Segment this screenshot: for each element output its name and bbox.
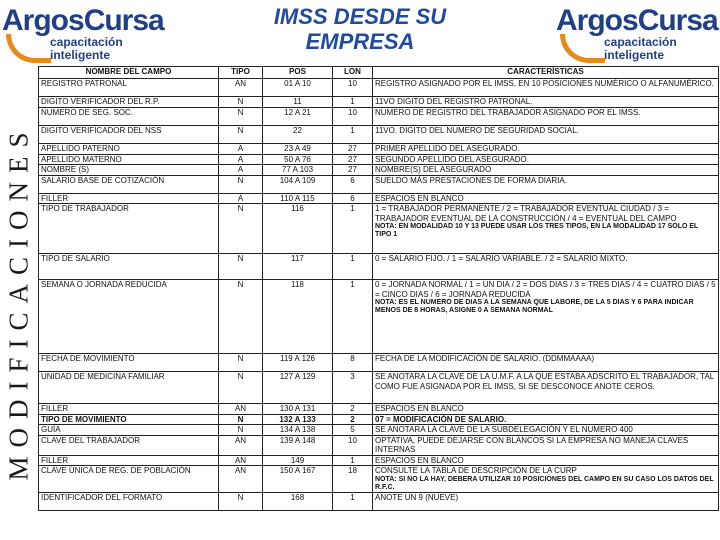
cell-caracteristicas [373, 372, 719, 404]
cell-tipo: N [219, 175, 263, 193]
cell-lon: 5 [333, 425, 373, 436]
logo-tagline-line2: inteligente [50, 48, 111, 62]
logo-swoosh-icon [560, 34, 605, 63]
cell-tipo: N [219, 492, 263, 510]
cell-pos: 119 A 126 [263, 354, 333, 372]
cell-caracteristicas [373, 466, 719, 493]
cell-name: UNIDAD DE MEDICINA FAMILIAR [39, 372, 219, 404]
cell-name: FECHA DE MOVIMIENTO [39, 354, 219, 372]
cell-description: ESPACIOS EN BLANCO [375, 404, 464, 413]
cell-description: PRIMER APELLIDO DEL ASEGURADO. [375, 144, 520, 153]
table-row [39, 254, 719, 280]
cell-lon: 10 [333, 108, 373, 126]
cell-caracteristicas [373, 280, 719, 354]
cell-tipo: N [219, 372, 263, 404]
table-row [39, 193, 719, 204]
cell-description: SUELDO MÁS PRESTACIONES DE FORMA DIARIA. [375, 175, 567, 185]
cell-description: 11VO. DIGITO DEL NUMERO DE SEGURIDAD SOCIAL. [375, 126, 579, 135]
table-row [39, 280, 719, 354]
cell-description: ESPACIOS EN BLANCO [375, 455, 464, 465]
cell-description: NUMERO DE REGISTRO DEL TRABAJADOR ASIGNADO POR EL IMSS. [375, 108, 641, 117]
table-row [39, 404, 719, 415]
logo-brand [2, 4, 164, 38]
cell-tipo: AN [219, 79, 263, 97]
cell-lon: 1 [333, 204, 373, 254]
cell-caracteristicas [373, 108, 719, 126]
cell-pos: 77 A 103 [263, 165, 333, 176]
table-row [39, 354, 719, 372]
cell-caracteristicas [373, 165, 719, 176]
cell-description: FECHA DE LA MODIFICACIÓN DE SALARIO. (DDMMAAAA) [375, 354, 595, 363]
cell-pos: 22 [263, 126, 333, 144]
cell-name: NUMERO DE SEG. SOC. [39, 108, 219, 126]
cell-name: CLAVE ÚNICA DE REG. DE POBLACIÓN [39, 466, 219, 493]
cell-caracteristicas [373, 414, 719, 425]
logo-tagline [50, 36, 123, 61]
cell-tipo: N [219, 425, 263, 436]
table-row [39, 79, 719, 97]
cell-lon: 1 [333, 492, 373, 510]
cell-caracteristicas [373, 175, 719, 193]
cell-pos: 132 A 133 [263, 414, 333, 425]
cell-tipo: N [219, 414, 263, 425]
logo-left [2, 4, 162, 62]
cell-lon: 3 [333, 372, 373, 404]
cell-caracteristicas [373, 79, 719, 97]
cell-pos: 01 A 10 [263, 79, 333, 97]
cell-description: 1 = TRABAJADOR PERMANENTE / 2 = TRABAJADOR EVENTUAL CIUDAD / 3 = TRABAJADOR EVENTUAL DE LA CONSTRUCCIÓN / 4 = EVENTUAL DEL CAMPO [375, 204, 677, 223]
cell-pos: 150 A 167 [263, 466, 333, 493]
table-header-row [39, 67, 719, 79]
cell-tipo: AN [219, 435, 263, 455]
cell-lon: 10 [333, 435, 373, 455]
cell-name: GUÍA [39, 425, 219, 436]
cell-note: NOTA: SI NO LA HAY, DEBERA UTILIZAR 10 POSICIONES DEL CAMPO EN SU CASO LOS DATOS DEL R.F.C. [375, 475, 714, 491]
cell-pos: 50 A 76 [263, 154, 333, 165]
cell-name: APELLIDO PATERNO [39, 144, 219, 155]
cell-caracteristicas [373, 492, 719, 510]
cell-description: REGISTRO ASIGNADO POR EL IMSS, EN 10 POSICIONES NUMÉRICO O ALFANUMÉRICO. [375, 79, 714, 88]
cell-tipo: N [219, 280, 263, 354]
page-title [262, 4, 458, 54]
cell-caracteristicas [373, 154, 719, 165]
cell-lon: 2 [333, 404, 373, 415]
cell-description: NOMBRE(S) DEL ASEGURADO [375, 165, 492, 174]
cell-caracteristicas [373, 425, 719, 436]
cell-tipo: N [219, 108, 263, 126]
logo-tagline-line2: inteligente [604, 48, 665, 62]
cell-pos: 117 [263, 254, 333, 280]
cell-name: NOMBRE (S) [39, 165, 219, 176]
cell-caracteristicas [373, 97, 719, 108]
cell-name: FILLER [39, 455, 219, 466]
table-row [39, 126, 719, 144]
cell-pos: 116 [263, 204, 333, 254]
cell-tipo: A [219, 154, 263, 165]
cell-lon: 27 [333, 154, 373, 165]
cell-pos: 118 [263, 280, 333, 354]
cell-caracteristicas [373, 126, 719, 144]
cell-name: SALARIO BASE DE COTIZACIÓN [39, 175, 219, 193]
cell-description: SE ANOTARA LA CLAVE DE LA U.M.F. A LA QUE ESTABA ADSCRITO EL TRABAJADOR, TAL COMO FUE ASIGNADA POR EL IMSS, SI SE DESCONOCE ANOTE CEROS. [375, 372, 714, 391]
cell-lon: 1 [333, 455, 373, 466]
cell-caracteristicas [373, 193, 719, 204]
cell-description: SEGUNDO APELLIDO DEL ASEGURADO. [375, 154, 529, 164]
cell-tipo: N [219, 254, 263, 280]
page-title-line1: IMSS DESDE SU [273, 4, 447, 29]
cell-name: SEMANA O JORNADA REDUCIDA [39, 280, 219, 354]
table-row [39, 108, 719, 126]
cell-description: 0 = SALARIO FIJO. / 1 = SALARIO VARIABLE. / 2 = SALARIO MIXTO. [375, 254, 628, 263]
cell-lon: 10 [333, 79, 373, 97]
column-header-tipo: TIPO [219, 67, 263, 79]
cell-lon: 1 [333, 126, 373, 144]
cell-pos: 110 A 115 [263, 193, 333, 204]
side-label [2, 70, 36, 534]
cell-description: 0 = JORNADA NORMAL / 1 = UN DIA / 2 = DOS DIAS / 3 = TRES DIAS / 4 = CUATRO DIAS / 5 = CINCO DIAS / 6 = JORNADA REDUCIDA [375, 280, 716, 299]
cell-lon: 1 [333, 97, 373, 108]
page-title-line2: EMPRESA [305, 29, 415, 54]
column-header-caracteristicas: CARACTERÍSTICAS [373, 67, 719, 79]
table-row [39, 204, 719, 254]
logo-swoosh-icon [6, 34, 51, 63]
cell-caracteristicas [373, 455, 719, 466]
table-row [39, 144, 719, 155]
cell-name: TIPO DE MOVIMIENTO [39, 414, 219, 425]
cell-pos: 11 [263, 97, 333, 108]
table-row [39, 455, 719, 466]
table-row [39, 372, 719, 404]
cell-name: CLAVE DEL TRABAJADOR [39, 435, 219, 455]
logo-brand-part1: Argos [556, 4, 638, 37]
cell-lon: 1 [333, 280, 373, 354]
table-row [39, 175, 719, 193]
logo-tagline [604, 36, 677, 61]
cell-caracteristicas [373, 404, 719, 415]
logo-brand-part1: Argos [2, 4, 84, 37]
column-header-name: NOMBRE DEL CAMPO [39, 67, 219, 79]
cell-pos: 149 [263, 455, 333, 466]
cell-caracteristicas [373, 354, 719, 372]
cell-pos: 139 A 148 [263, 435, 333, 455]
cell-name: FILLER [39, 193, 219, 204]
column-header-lon: LON [333, 67, 373, 79]
logo-brand-part2: Cursa [637, 4, 718, 37]
cell-lon: 2 [333, 414, 373, 425]
cell-pos: 23 A 49 [263, 144, 333, 155]
cell-tipo: AN [219, 466, 263, 493]
cell-lon: 8 [333, 354, 373, 372]
table-row [39, 492, 719, 510]
layout-table [38, 66, 719, 511]
table-row [39, 154, 719, 165]
logo-tagline-line1: capacitación [604, 35, 677, 49]
cell-caracteristicas [373, 204, 719, 254]
table-row [39, 425, 719, 436]
cell-name: TIPO DE TRABAJADOR [39, 204, 219, 254]
cell-caracteristicas [373, 144, 719, 155]
cell-tipo: AN [219, 404, 263, 415]
cell-pos: 12 A 21 [263, 108, 333, 126]
table-row [39, 435, 719, 455]
cell-tipo: N [219, 126, 263, 144]
cell-tipo: AN [219, 455, 263, 466]
cell-pos: 134 A 138 [263, 425, 333, 436]
cell-description: 07 = MODIFICACIÓN DE SALARIO. [375, 414, 507, 424]
cell-name: IDENTIFICADOR DEL FORMATO [39, 492, 219, 510]
cell-name: REGISTRO PATRONAL [39, 79, 219, 97]
logo-brand [556, 4, 718, 38]
cell-description: OPTATIVA, PUEDE DEJARSE CON BLANCOS SI LA EMPRESA NO MANEJA CLAVES INTERNAS [375, 435, 689, 454]
cell-description: ESPACIOS EN BLANCO [375, 193, 464, 203]
cell-tipo: A [219, 144, 263, 155]
cell-lon: 18 [333, 466, 373, 493]
table-row [39, 414, 719, 425]
logo-tagline-line1: capacitación [50, 35, 123, 49]
column-header-pos: POS [263, 67, 333, 79]
table-row [39, 97, 719, 108]
cell-caracteristicas [373, 254, 719, 280]
cell-tipo: A [219, 165, 263, 176]
cell-lon: 27 [333, 165, 373, 176]
cell-description: 11VO DIGITO DEL REGISTRO PATRONAL. [375, 97, 533, 106]
cell-pos: 104 A 109 [263, 175, 333, 193]
cell-lon: 6 [333, 193, 373, 204]
logo-right [556, 4, 716, 62]
cell-name: DIGITO VERIFICADOR DEL NSS [39, 126, 219, 144]
cell-name: DIGITO VERIFICADOR DEL R.P. [39, 97, 219, 108]
cell-tipo: N [219, 97, 263, 108]
cell-description: CONSULTE LA TABLA DE DESCRIPCIÓN DE LA CURP [375, 466, 577, 475]
cell-tipo: N [219, 204, 263, 254]
cell-lon: 27 [333, 144, 373, 155]
cell-description: ANOTE UN 9 (NUEVE) [375, 492, 459, 502]
cell-description: SE ANOTARA LA CLAVE DE LA SUBDELEGACIÓN Y EL NUMERO 400 [375, 425, 633, 434]
table-row [39, 466, 719, 493]
cell-pos: 168 [263, 492, 333, 510]
side-label-text: MODIFICACIONES [3, 123, 34, 481]
cell-pos: 127 A 129 [263, 372, 333, 404]
logo-brand-part2: Cursa [83, 4, 164, 37]
table-body [39, 79, 719, 511]
cell-name: APELLIDO MATERNO [39, 154, 219, 165]
table-row [39, 165, 719, 176]
cell-lon: 6 [333, 175, 373, 193]
cell-lon: 1 [333, 254, 373, 280]
cell-name: FILLER [39, 404, 219, 415]
cell-note: NOTA: ES EL NUMERO DE DIAS A LA SEMANA QUE LABORE, DE LA 5 DIAS Y 6 PARA INDICAR MENOS DE 8 HORAS, ASIGNE 0 A SEMANA NORMAL [375, 299, 694, 314]
cell-tipo: A [219, 193, 263, 204]
cell-pos: 130 A 131 [263, 404, 333, 415]
cell-caracteristicas [373, 435, 719, 455]
cell-tipo: N [219, 354, 263, 372]
cell-note: NOTA: EN MODALIDAD 10 Y 13 PUEDE USAR LOS TRES TIPOS, EN LA MODALIDAD 17 SOLO EL TIPO 1 [375, 223, 699, 238]
cell-name: TIPO DE SALARIO [39, 254, 219, 280]
